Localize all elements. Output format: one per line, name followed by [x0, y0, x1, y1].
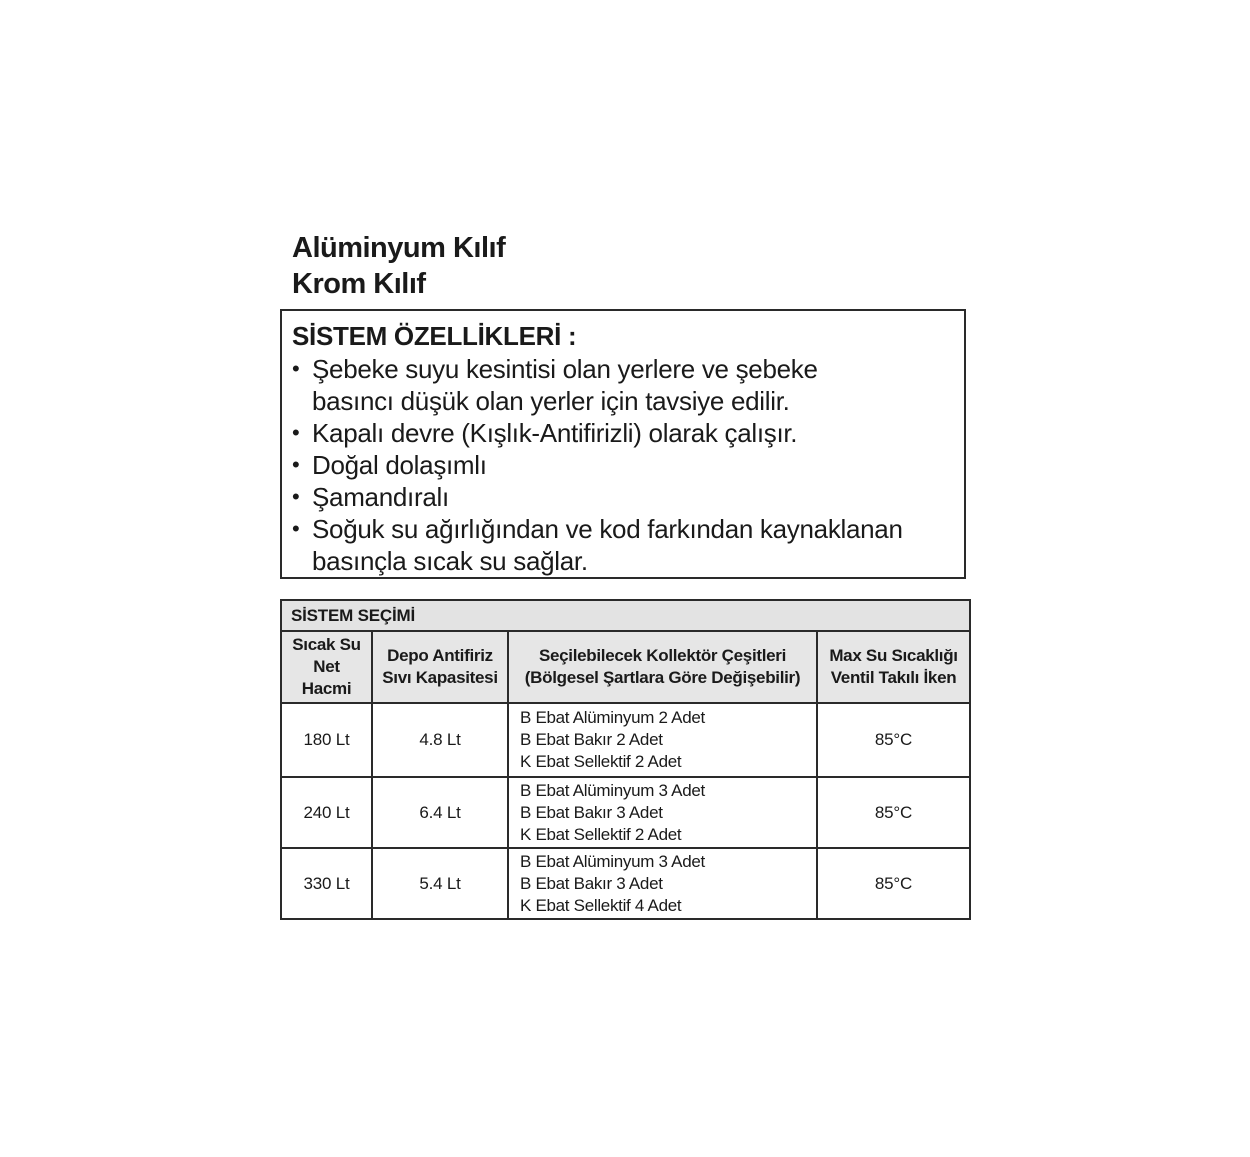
header-line: Net	[313, 657, 340, 676]
cell-volume: 330 Lt	[281, 848, 372, 919]
feature-text-line: Şebeke suyu kesintisi olan yerlere ve şebeke	[312, 354, 818, 384]
cell-volume: 240 Lt	[281, 777, 372, 848]
table-row	[281, 777, 970, 848]
header-antifreeze-capacity	[372, 631, 508, 703]
collector-line: K Ebat Sellektif 4 Adet	[520, 895, 682, 915]
system-features-box	[280, 309, 966, 579]
document-titles	[292, 230, 892, 302]
feature-item	[292, 481, 954, 513]
feature-item	[292, 449, 954, 481]
table-row	[281, 703, 970, 777]
header-line: Sıcak Su	[292, 635, 361, 654]
collector-line: K Ebat Sellektif 2 Adet	[520, 824, 682, 844]
header-collector-types	[508, 631, 817, 703]
collector-line: B Ebat Alüminyum 3 Adet	[520, 780, 705, 800]
cell-antifreeze: 5.4 Lt	[372, 848, 508, 919]
bullet-icon: •	[292, 516, 300, 541]
bullet-icon: •	[292, 356, 300, 381]
feature-item	[292, 353, 954, 417]
cell-max-temp: 85°C	[817, 777, 970, 848]
cell-antifreeze: 6.4 Lt	[372, 777, 508, 848]
collector-line: B Ebat Bakır 3 Adet	[520, 802, 663, 822]
header-line: (Bölgesel Şartlara Göre Değişebilir)	[524, 668, 801, 687]
cell-max-temp: 85°C	[817, 848, 970, 919]
system-features-heading: SİSTEM ÖZELLİKLERİ :	[292, 321, 577, 351]
feature-item	[292, 513, 954, 577]
feature-text-line: Şamandıralı	[312, 482, 449, 512]
header-line: Max Su Sıcaklığı	[829, 646, 958, 665]
header-line: Hacmi	[301, 679, 352, 698]
cell-antifreeze: 4.8 Lt	[372, 703, 508, 777]
header-line: Depo Antifiriz	[387, 646, 493, 665]
bullet-icon: •	[292, 484, 300, 509]
feature-text-line: Soğuk su ağırlığından ve kod farkından kaynaklanan	[312, 514, 903, 544]
collector-line: B Ebat Bakır 2 Adet	[520, 730, 663, 749]
cell-volume: 180 Lt	[281, 703, 372, 777]
feature-item	[292, 417, 954, 449]
header-max-water-temp	[817, 631, 970, 703]
collector-line: B Ebat Bakır 3 Adet	[520, 873, 663, 893]
table-title: SİSTEM SEÇİMİ	[281, 600, 970, 631]
header-line: Sıvı Kapasitesi	[382, 668, 498, 687]
bullet-icon: •	[292, 452, 300, 477]
table-title-row	[281, 600, 970, 631]
system-features-list	[292, 353, 954, 577]
feature-text-line: Doğal dolaşımlı	[312, 450, 487, 480]
collector-line: B Ebat Alüminyum 3 Adet	[520, 851, 705, 871]
cell-collectors	[508, 848, 817, 919]
title-chrome-case: Krom Kılıf	[292, 268, 426, 300]
feature-text-line: Kapalı devre (Kışlık-Antifirizli) olarak çalışır.	[312, 418, 798, 448]
table-row	[281, 848, 970, 919]
header-hot-water-volume	[281, 631, 372, 703]
cell-collectors	[508, 777, 817, 848]
title-aluminum-case: Alüminyum Kılıf	[292, 232, 506, 264]
cell-max-temp: 85°C	[817, 703, 970, 777]
header-line: Ventil Takılı İken	[830, 668, 957, 687]
system-selection-table	[280, 599, 971, 920]
feature-text-line: basınçla sıcak su sağlar.	[312, 546, 588, 576]
collector-line: B Ebat Alüminyum 2 Adet	[520, 708, 705, 727]
feature-text-line: basıncı düşük olan yerler için tavsiye edilir.	[312, 386, 790, 416]
cell-collectors	[508, 703, 817, 777]
bullet-icon: •	[292, 420, 300, 445]
collector-line: K Ebat Sellektif 2 Adet	[520, 752, 682, 771]
table-header-row	[281, 631, 970, 703]
header-line: Seçilebilecek Kollektör Çeşitleri	[538, 646, 787, 665]
